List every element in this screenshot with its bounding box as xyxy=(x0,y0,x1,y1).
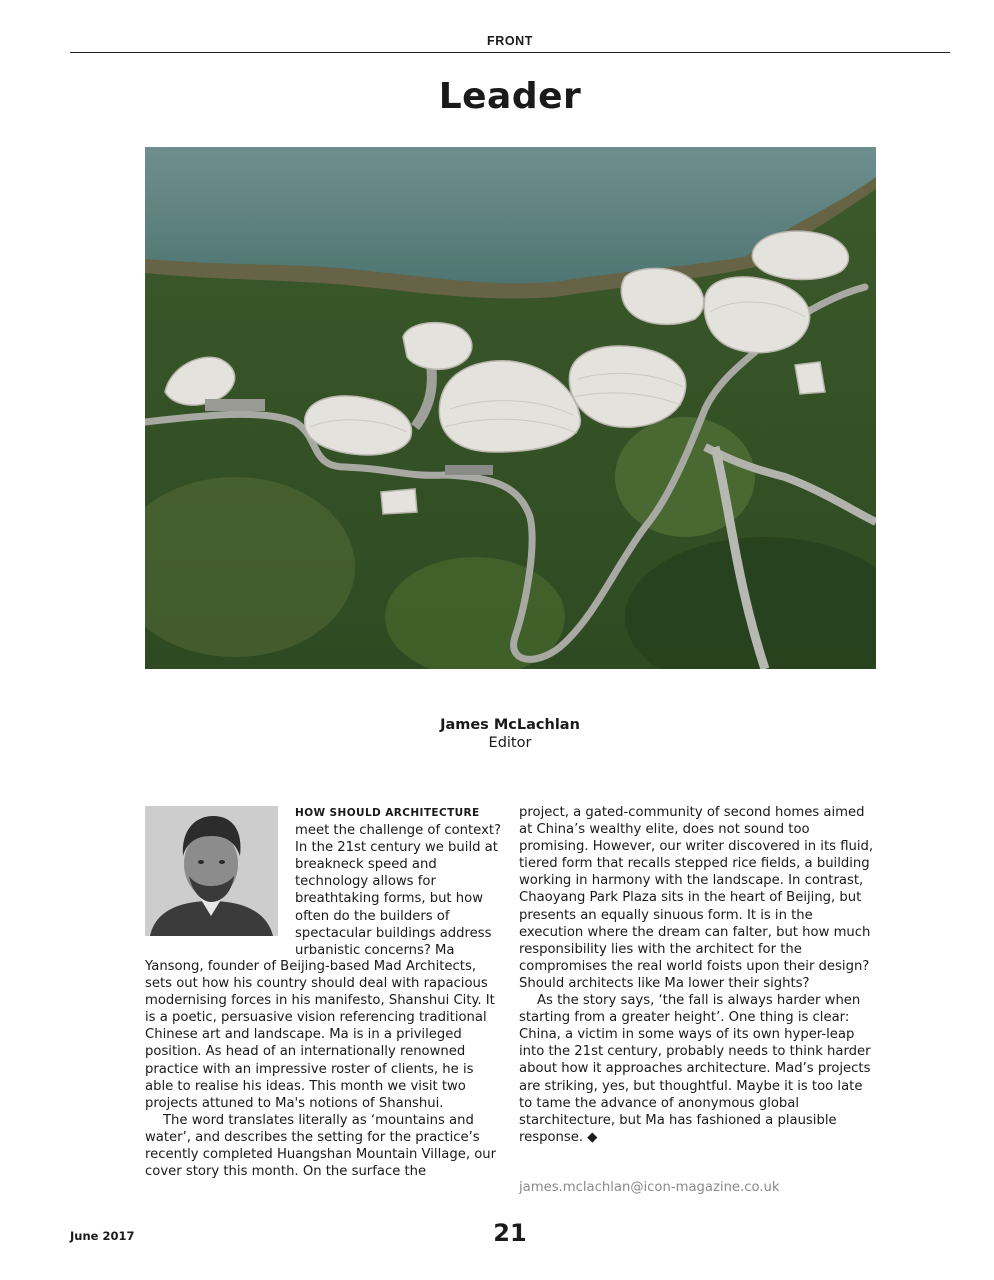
aerial-landscape-illustration xyxy=(145,147,876,669)
article-column-right xyxy=(519,804,879,1146)
lead-caps: HOW SHOULD ARCHITECTURE xyxy=(295,807,480,819)
article-paragraph-2-continued: project, a gated-community of second homes aimed at China’s wealthy elite, does not sound too promising. However, our writer discovered in its fluid, tiered form that recalls stepped rice fields, a building working in harmony with the landscape. In contrast, Chaoyang Park Plaza sits in the heart of Beijing, but presents an equally sinuous form. It is in the execution where the dream can falter, but how much responsibility lies with the architect for the compromises the real world foists upon their design? Should architects like Ma lower their sights? xyxy=(519,805,874,991)
page-title: Leader xyxy=(438,76,582,117)
portrait-illustration xyxy=(145,806,278,936)
article-intro-wrap: meet the challenge of context? In the 21st century we build at breakneck speed and technology allows for breathtaking forms, but how often do the builders of spectacular buildings address urbanistic concerns? Ma xyxy=(295,823,502,958)
author-role: Editor xyxy=(488,735,532,751)
author-portrait-photo xyxy=(145,806,278,936)
section-label: FRONT xyxy=(486,34,534,48)
hero-aerial-photo xyxy=(145,147,876,669)
article-intro-rest: Yansong, founder of Beijing-based Mad Architects, sets out how his country should deal with rapacious modernising forces in his manifesto, Shanshui City. It is a poetic, persuasive vision referencing traditional Chinese art and landscape. Ma is in a privileged position. As head of an internationally renowned practice with an impressive roster of clients, he is able to realise his ideas. This month we visit two projects attuned to Ma's notions of Shanshui. xyxy=(145,959,495,1111)
article-paragraph-2: The word translates literally as ‘mountains and water’, and describes the setting for the practice’s recently completed Huangshan Mountain Village, our cover story this month. On the surface the xyxy=(145,1112,497,1180)
article-paragraph-3: As the story says, ‘the fall is always harder when starting from a greater height’. One thing is clear: China, a victim in some ways of its own hyper-leap into the 21st century, probably needs to think harder about how it approaches architecture. Mad’s projects are striking, yes, but thoughtful. Maybe it is too late to tame the advance of anonymous global starchitecture, but Ma has fashioned a plausible response. xyxy=(519,993,871,1145)
author-email[interactable]: james.mclachlan@icon-magazine.co.uk xyxy=(519,1180,780,1195)
end-mark: ◆ xyxy=(587,1129,598,1145)
byline xyxy=(0,716,994,752)
header-rule xyxy=(70,52,950,53)
page-number: 21 xyxy=(493,1219,527,1247)
author-name: James McLachlan xyxy=(440,717,580,733)
article-column-intro xyxy=(295,804,505,959)
issue-date: June 2017 xyxy=(70,1229,135,1243)
article-column-left xyxy=(145,958,505,1180)
